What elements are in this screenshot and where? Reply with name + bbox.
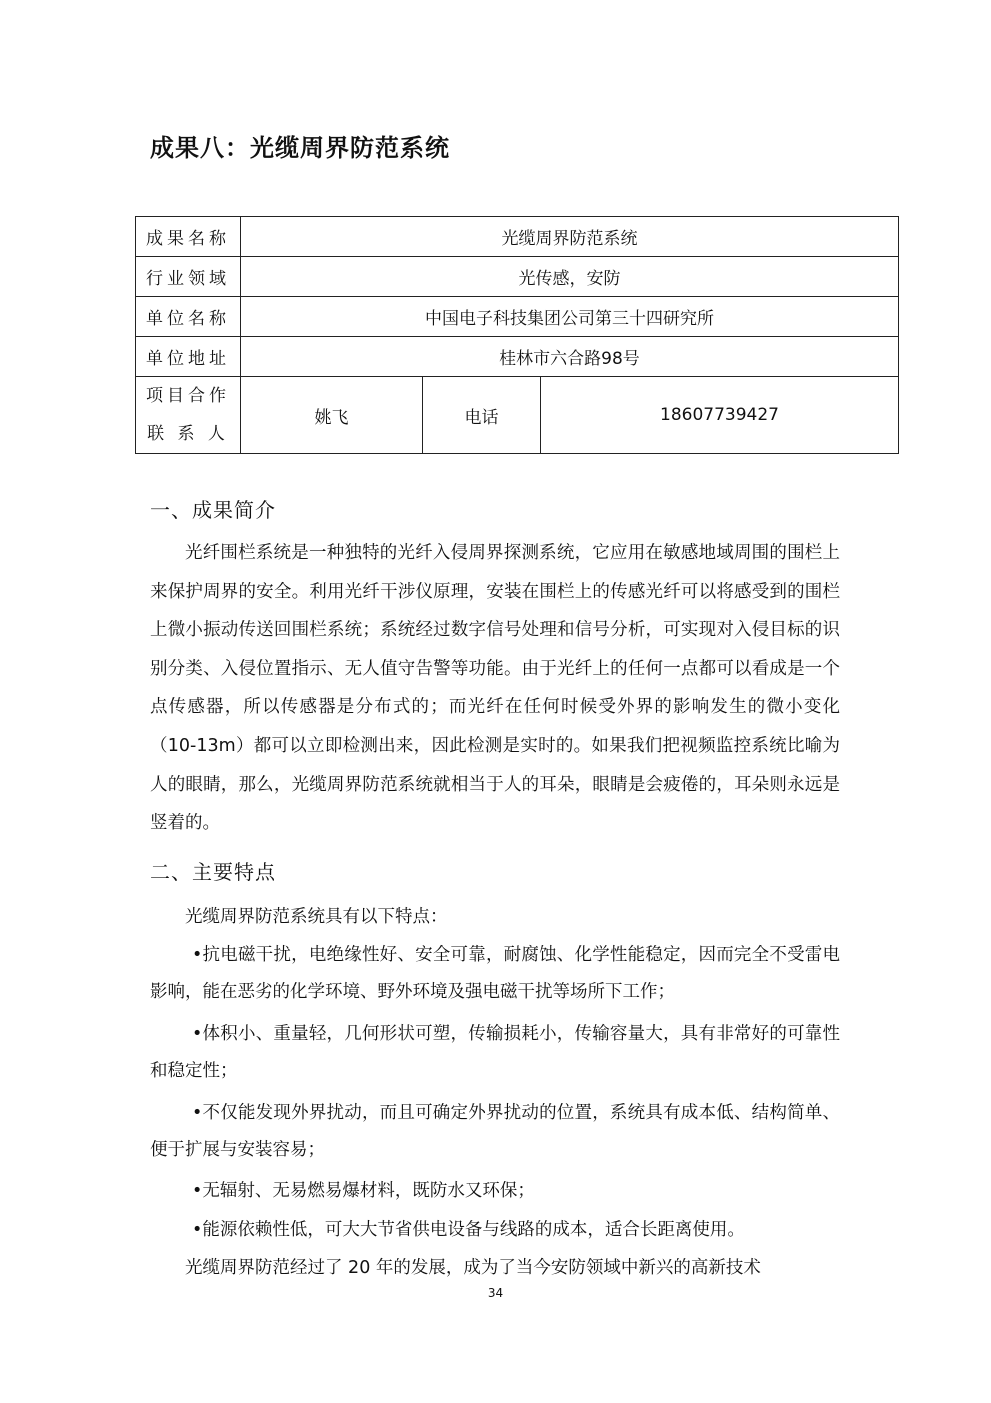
table-row: [136, 337, 899, 377]
list-item: •不仅能发现外界扰动，而且可确定外界扰动的位置，系统具有成本低、结构简单、便于扩展与安装容易；: [150, 1103, 840, 1160]
table-row-contact: [136, 377, 899, 454]
page-title: 成果八：光缆周界防范系统: [150, 134, 450, 162]
row-value: 光缆周界防范系统: [241, 217, 899, 257]
info-table: [135, 216, 899, 454]
row-label: 行业领域: [136, 257, 241, 297]
section-body: 光纤围栏系统是一种独特的光纤入侵周界探测系统，它应用在敏感地域周围的围栏上来保护周界的安全。利用光纤干涉仪原理，安装在围栏上的传感光纤可以将感受到的围栏上微小振动传送回围栏系统；系统经过数字信号处理和信号分析，可实现对入侵目标的识别分类、入侵位置指示、无人值守告警等功能。由于光纤上的任何一点都可以看成是一个点传感器，所以传感器是分布式的；而光纤在任何时候受外界的影响发生的微小变化（10-13m）都可以立即检测出来，因此检测是实时的。如果我们把视频监控系统比喻为人的眼睛，那么，光缆周界防范系统就相当于人的耳朵，眼睛是会疲倦的，耳朵则永远是竖着的。: [150, 543, 840, 834]
row-value: 中国电子科技集团公司第三十四研究所: [241, 297, 899, 337]
table-row: [136, 217, 899, 257]
phone-label: 电话: [423, 377, 541, 454]
list-item: •体积小、重量轻，几何形状可塑，传输损耗小，传输容量大，具有非常好的可靠性和稳定性；: [150, 1024, 840, 1081]
row-label: 单位名称: [136, 297, 241, 337]
section-intro: 光缆周界防范系统具有以下特点：: [185, 907, 448, 927]
table-row: [136, 257, 899, 297]
table-row: [136, 297, 899, 337]
row-value: 桂林市六合路98号: [241, 337, 899, 377]
section-heading: 一、成果简介: [150, 498, 276, 522]
row-value: 光传感，安防: [241, 257, 899, 297]
list-item: •能源依赖性低，可大大节省供电设备与线路的成本，适合长距离使用。: [192, 1220, 745, 1240]
contact-label: [136, 377, 241, 454]
phone-number: 18607739427: [541, 377, 899, 454]
section-heading: 二、主要特点: [150, 860, 276, 884]
row-label: 成果名称: [136, 217, 241, 257]
contact-label-line1: 项目合作: [146, 386, 230, 406]
row-label: 单位地址: [136, 337, 241, 377]
list-item: •抗电磁干扰，电绝缘性好、安全可靠，耐腐蚀、化学性能稳定，因而完全不受雷电影响，能在恶劣的化学环境、野外环境及强电磁干扰等场所下工作；: [150, 945, 840, 1002]
list-item: •无辐射、无易燃易爆材料，既防水又环保；: [192, 1181, 535, 1201]
section-closing: 光缆周界防范经过了 20 年的发展，成为了当今安防领域中新兴的高新技术: [185, 1258, 761, 1278]
contact-label-line2: 联 系 人: [147, 424, 229, 444]
page-number: 34: [487, 1286, 504, 1300]
contact-name: 姚飞: [241, 377, 423, 454]
